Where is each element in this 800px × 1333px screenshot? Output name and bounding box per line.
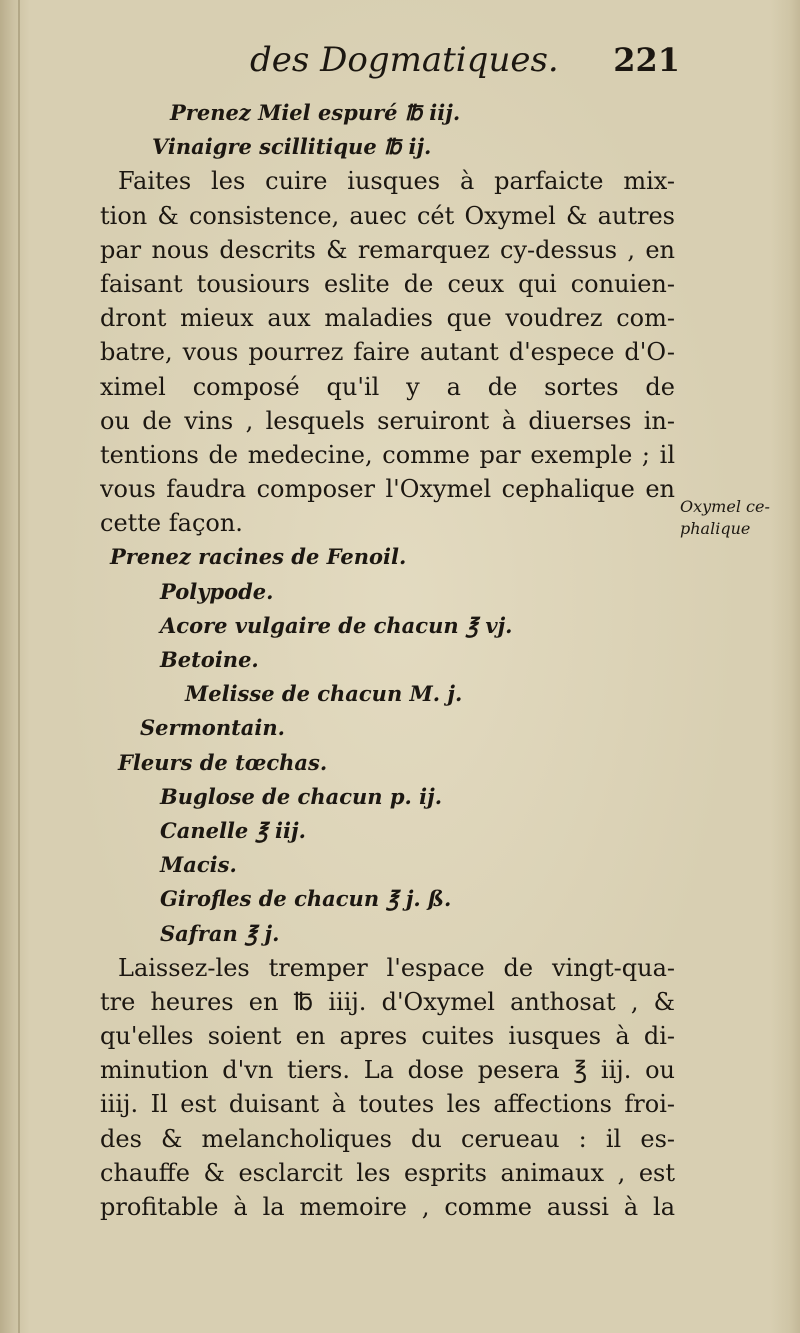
text-line: profitable à la memoire , comme aussi à la — [100, 1193, 675, 1221]
text-line: des & melancholiques du cerueau : il es- — [100, 1124, 675, 1153]
recipe-line: Vinaigre scillitique ℔ ij. — [152, 134, 432, 160]
recipe-line: Prenez Miel espuré ℔ iij. — [170, 100, 461, 125]
page-header — [250, 38, 680, 86]
text-line: tentions de medecine, comme par exemple ; il — [100, 440, 675, 469]
recipe-line: Fleurs de tœchas. — [118, 749, 328, 775]
text-line: ximel composé qu'il y a de sortes de — [100, 372, 675, 401]
text-line: dront mieux aux maladies que voudrez com- — [100, 304, 675, 333]
margin-note-line: Oxymel ce- — [680, 497, 770, 516]
recipe-line: Macis. — [160, 852, 237, 878]
text-line: iiij. Il est duisant à toutes les affections froi- — [100, 1090, 675, 1119]
binding-gutter — [18, 0, 20, 1333]
text-line: Laissez-les tremper l'espace de vingt-qua- — [118, 953, 675, 982]
recipe-line: Sermontain. — [140, 715, 285, 741]
text-line: tion & consistence, auec cét Oxymel & autres — [100, 201, 675, 230]
recipe-line: Melisse de chacun M. j. — [185, 681, 463, 707]
recipe-line: Buglose de chacun p. ij. — [160, 783, 443, 809]
page-body — [100, 96, 675, 1224]
recipe-line: Girofles de chacun ℥ j. ß. — [160, 886, 452, 912]
text-line: Faites les cuire iusques à parfaicte mix- — [118, 167, 675, 196]
text-line: vous faudra composer l'Oxymel cephalique en — [100, 475, 675, 504]
text-line: ou de vins , lesquels seruiront à diuerses in- — [100, 406, 675, 435]
text-line: minution d'vn tiers. La dose pesera ℥ iij. ou — [100, 1056, 675, 1085]
recipe-line: Acore vulgaire de chacun ℥ vj. — [160, 612, 513, 638]
recipe-line: Prenez racines de Fenoil. — [110, 544, 407, 570]
recipe-line: Betoine. — [160, 647, 259, 672]
margin-note-line: phalique — [680, 519, 751, 538]
running-title: des Dogmatiques. — [250, 40, 559, 80]
recipe-line: Safran ℥ j. — [160, 920, 280, 946]
margin-note — [680, 496, 796, 540]
text-line: chauffe & esclarcit les esprits animaux , est — [100, 1158, 675, 1187]
page-number: 221 — [613, 41, 680, 79]
text-line: cette façon. — [100, 509, 243, 538]
text-line: faisant tousiours eslite de ceux qui conuien- — [100, 269, 675, 298]
text-line: par nous descrits & remarquez cy-dessus , en — [100, 235, 675, 264]
text-line: qu'elles soient en apres cuites iusques à di- — [100, 1022, 675, 1051]
text-line: batre, vous pourrez faire autant d'espece d'O- — [100, 338, 675, 367]
recipe-line: Canelle ℥ iij. — [160, 817, 306, 843]
text-line: tre heures en ℔ iiij. d'Oxymel anthosat , & — [100, 987, 675, 1016]
recipe-line: Polypode. — [160, 578, 274, 604]
